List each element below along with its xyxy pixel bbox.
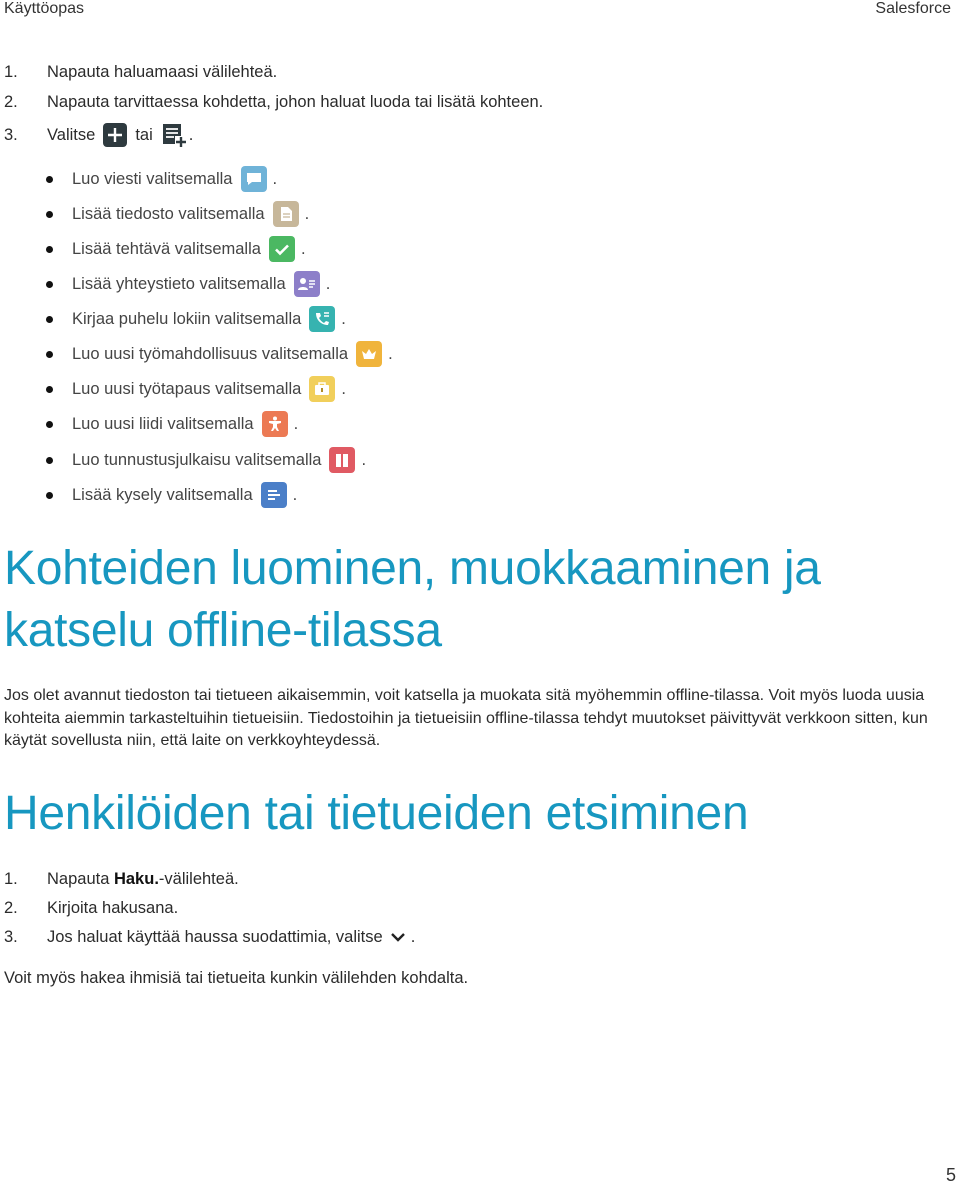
gift-icon [329,447,355,473]
step-1 [4,62,277,82]
bullet-dot [46,492,53,499]
bullet-lead [46,411,298,437]
step-text-post: -välilehteä. [158,870,239,888]
bullet-post-dot: . [325,275,331,293]
bullet-dot [46,281,53,288]
step-number: 1. [4,870,18,888]
bullet-dot [46,386,53,393]
bullet-file [46,201,309,227]
step-number: 3. [4,928,18,946]
plus-icon [103,123,127,147]
bullet-text: Luo uusi työmahdollisuus valitsemalla [72,345,349,363]
bullet-text: Luo uusi liidi valitsemalla [72,415,254,433]
bullet-thanks [46,447,366,473]
step-text: Napauta haluamaasi välilehteä. [47,63,278,81]
step-number: 2. [4,899,18,917]
bullet-post-dot: . [341,380,346,398]
bullet-dot [46,176,53,183]
bullet-opportunity [46,341,393,367]
heading-offline-line2: katselu offline-tilassa [4,604,442,657]
step-text-pre: Jos haluat käyttää haussa suodattimia, valitse [47,928,383,946]
header-product-name: Salesforce [875,0,951,17]
bullet-task [46,236,306,262]
bullet-text: Lisää tehtävä valitsemalla [72,240,261,258]
person-star-icon [262,411,288,437]
step-text: Kirjoita hakusana. [47,899,179,917]
step-text-post: . [188,126,194,144]
bullet-text: Lisää kysely valitsemalla [72,486,253,504]
bullet-dot [46,211,53,218]
bullet-dot [46,457,53,464]
bullet-text: Luo uusi työtapaus valitsemalla [72,380,302,398]
step-number: 2. [4,93,18,111]
bullet-contact [46,271,330,297]
search-step-2 [4,898,178,918]
page-number: 5 [945,1165,956,1185]
bullet-post-dot: . [341,310,346,328]
bullet-post-dot: . [388,345,393,363]
checkmark-icon [269,236,295,262]
step-text-pre: Napauta [47,870,114,888]
bullet-post-dot: . [292,486,298,504]
bullet-text: Lisää tiedosto valitsemalla [72,205,265,223]
step-3 [4,122,193,148]
step-text-pre: Valitse [47,126,96,144]
header-doc-title: Käyttöopas [4,0,85,17]
step-number: 3. [4,126,18,144]
bullet-post-dot: . [272,170,278,188]
bullet-post [46,166,277,192]
bullet-text: Lisää yhteystieto valitsemalla [72,275,286,293]
file-icon [273,201,299,227]
chevron-down-icon [389,928,407,946]
briefcase-icon [309,376,335,402]
bullet-poll [46,482,297,508]
step-text-mid: tai [135,126,153,144]
bullet-dot [46,246,53,253]
crown-icon [356,341,382,367]
phone-log-icon [309,306,335,332]
bullet-post-dot: . [300,240,306,258]
bullet-text: Luo tunnustusjulkaisu valitsemalla [72,451,322,469]
search-footer-text: Voit myös hakea ihmisiä tai tietueita kunkin välilehden kohdalta. [4,969,469,987]
add-to-record-icon [161,122,187,148]
bullet-post-dot: . [304,205,310,223]
speech-bubble-icon [241,166,267,192]
step-number: 1. [4,63,18,81]
bullet-post-dot: . [293,415,299,433]
offline-body-text: Jos olet avannut tiedoston tai tietueen aikaisemmin, voit katsella ja muokata sitä myöhemmin offline-tilassa. Voit myös luoda uusia kohteita aiemmin tarkasteltuihin tietueisiin. Tiedostoihin ja tietueisiin offline-tilassa tehdyt muutokset päivittyvät verkkoon sitten, kun käytät sovellusta niin, että laite on verkkoyhteydessä. [4,687,928,749]
step-text-post: . [410,928,416,946]
bullet-dot [46,316,53,323]
step-2 [4,92,543,112]
bullet-post-dot: . [361,451,367,469]
bullet-dot [46,351,53,358]
search-tab-name: Haku. [113,870,159,888]
bullet-call-log [46,306,346,332]
heading-search: Henkilöiden tai tietueiden etsiminen [4,787,749,840]
step-text: Napauta tarvittaessa kohdetta, johon haluat luoda tai lisätä kohteen. [47,93,544,111]
bullet-case [46,376,346,402]
bullet-text: Luo viesti valitsemalla [72,170,233,188]
bullet-text: Kirjaa puhelu lokiin valitsemalla [72,310,302,328]
heading-offline-line1: Kohteiden luominen, muokkaaminen ja [4,542,821,595]
bullet-dot [46,421,53,428]
search-step-3 [4,927,415,947]
poll-icon [261,482,287,508]
search-step-1 [4,869,239,889]
contact-icon [294,271,320,297]
